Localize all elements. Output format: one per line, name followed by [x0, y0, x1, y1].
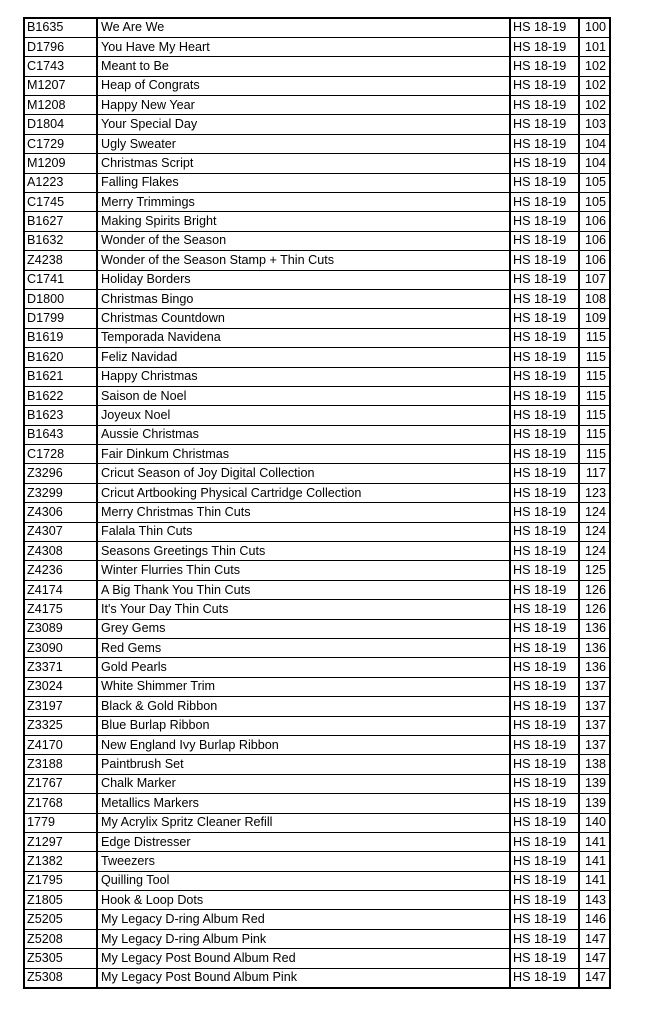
product-code: Z5305: [24, 949, 97, 968]
product-code: Z5308: [24, 968, 97, 987]
table-row: [24, 832, 610, 851]
product-code: Z1382: [24, 852, 97, 871]
product-code: B1643: [24, 425, 97, 444]
catalog-page-number: 124: [579, 522, 610, 541]
product-code: Z4238: [24, 251, 97, 270]
table-row: [24, 522, 610, 541]
product-name: Edge Distresser: [97, 832, 510, 851]
product-name: Falala Thin Cuts: [97, 522, 510, 541]
catalog-season: HS 18-19: [510, 794, 579, 813]
product-name: Cricut Artbooking Physical Cartridge Collection: [97, 483, 510, 502]
catalog-page-number: 115: [579, 367, 610, 386]
table-row: [24, 367, 610, 386]
product-name: Happy New Year: [97, 96, 510, 115]
catalog-season: HS 18-19: [510, 115, 579, 134]
catalog-season: HS 18-19: [510, 134, 579, 153]
catalog-page-number: 141: [579, 852, 610, 871]
catalog-page-number: 102: [579, 96, 610, 115]
product-name: We Are We: [97, 18, 510, 37]
catalog-page-number: 137: [579, 677, 610, 696]
table-row: [24, 251, 610, 270]
catalog-season: HS 18-19: [510, 639, 579, 658]
product-name: Heap of Congrats: [97, 76, 510, 95]
catalog-page-number: 117: [579, 464, 610, 483]
catalog-page-number: 137: [579, 697, 610, 716]
catalog-page-number: 115: [579, 445, 610, 464]
product-code: Z5208: [24, 929, 97, 948]
product-name: Metallics Markers: [97, 794, 510, 813]
product-code: Z3089: [24, 619, 97, 638]
catalog-season: HS 18-19: [510, 37, 579, 56]
table-row: [24, 561, 610, 580]
catalog-page-number: 100: [579, 18, 610, 37]
product-name: Quilling Tool: [97, 871, 510, 890]
table-row: [24, 697, 610, 716]
catalog-season: HS 18-19: [510, 154, 579, 173]
catalog-season: HS 18-19: [510, 697, 579, 716]
catalog-season: HS 18-19: [510, 445, 579, 464]
table-row: [24, 154, 610, 173]
product-code: D1800: [24, 289, 97, 308]
product-code: B1632: [24, 231, 97, 250]
catalog-page-number: 126: [579, 580, 610, 599]
catalog-page-number: 104: [579, 134, 610, 153]
product-name: Hook & Loop Dots: [97, 891, 510, 910]
product-code: B1623: [24, 406, 97, 425]
catalog-season: HS 18-19: [510, 386, 579, 405]
table-row: [24, 386, 610, 405]
product-name: Black & Gold Ribbon: [97, 697, 510, 716]
catalog-page-number: 141: [579, 871, 610, 890]
catalog-season: HS 18-19: [510, 425, 579, 444]
catalog-page-number: 143: [579, 891, 610, 910]
table-row: [24, 270, 610, 289]
product-name: Saison de Noel: [97, 386, 510, 405]
table-row: [24, 483, 610, 502]
product-name: Merry Christmas Thin Cuts: [97, 503, 510, 522]
table-row: [24, 949, 610, 968]
table-row: [24, 406, 610, 425]
catalog-page-number: 115: [579, 406, 610, 425]
catalog-season: HS 18-19: [510, 503, 579, 522]
product-name: My Legacy Post Bound Album Red: [97, 949, 510, 968]
table-row: [24, 289, 610, 308]
product-name: Blue Burlap Ribbon: [97, 716, 510, 735]
catalog-page-number: 141: [579, 832, 610, 851]
product-name: Happy Christmas: [97, 367, 510, 386]
product-code: Z1297: [24, 832, 97, 851]
product-code: Z3371: [24, 658, 97, 677]
table-row: [24, 891, 610, 910]
product-code: Z4307: [24, 522, 97, 541]
product-name: Tweezers: [97, 852, 510, 871]
catalog-season: HS 18-19: [510, 348, 579, 367]
product-code: D1804: [24, 115, 97, 134]
catalog-page-number: 136: [579, 639, 610, 658]
product-code: Z1805: [24, 891, 97, 910]
product-name: It's Your Day Thin Cuts: [97, 600, 510, 619]
table-row: [24, 677, 610, 696]
catalog-season: HS 18-19: [510, 852, 579, 871]
catalog-season: HS 18-19: [510, 522, 579, 541]
product-code: Z3296: [24, 464, 97, 483]
product-name: Wonder of the Season: [97, 231, 510, 250]
catalog-page-number: 139: [579, 774, 610, 793]
catalog-season: HS 18-19: [510, 580, 579, 599]
product-code: C1741: [24, 270, 97, 289]
product-name: My Legacy D-ring Album Pink: [97, 929, 510, 948]
product-name: Paintbrush Set: [97, 755, 510, 774]
product-code: Z4306: [24, 503, 97, 522]
product-name: Gold Pearls: [97, 658, 510, 677]
product-name: Holiday Borders: [97, 270, 510, 289]
catalog-page-number: 139: [579, 794, 610, 813]
product-table: [23, 17, 611, 989]
table-row: [24, 658, 610, 677]
table-row: [24, 580, 610, 599]
product-name: My Legacy D-ring Album Red: [97, 910, 510, 929]
product-code: Z3197: [24, 697, 97, 716]
product-code: C1728: [24, 445, 97, 464]
product-code: 1779: [24, 813, 97, 832]
product-name: Feliz Navidad: [97, 348, 510, 367]
product-code: Z3024: [24, 677, 97, 696]
product-code: Z4174: [24, 580, 97, 599]
product-name: Temporada Navidena: [97, 328, 510, 347]
product-name: My Legacy Post Bound Album Pink: [97, 968, 510, 987]
catalog-season: HS 18-19: [510, 76, 579, 95]
product-code: C1745: [24, 193, 97, 212]
product-name: Aussie Christmas: [97, 425, 510, 444]
catalog-season: HS 18-19: [510, 813, 579, 832]
catalog-page-number: 102: [579, 57, 610, 76]
table-row: [24, 173, 610, 192]
table-row: [24, 871, 610, 890]
product-code: B1619: [24, 328, 97, 347]
catalog-season: HS 18-19: [510, 193, 579, 212]
product-code: C1743: [24, 57, 97, 76]
catalog-page-number: 137: [579, 735, 610, 754]
catalog-season: HS 18-19: [510, 832, 579, 851]
catalog-season: HS 18-19: [510, 561, 579, 580]
product-name: Christmas Bingo: [97, 289, 510, 308]
product-name: Winter Flurries Thin Cuts: [97, 561, 510, 580]
catalog-page-number: 136: [579, 619, 610, 638]
catalog-season: HS 18-19: [510, 367, 579, 386]
product-name: Falling Flakes: [97, 173, 510, 192]
catalog-season: HS 18-19: [510, 542, 579, 561]
catalog-page-number: 126: [579, 600, 610, 619]
catalog-page-number: 147: [579, 949, 610, 968]
catalog-page-number: 115: [579, 425, 610, 444]
product-name: Joyeux Noel: [97, 406, 510, 425]
catalog-season: HS 18-19: [510, 251, 579, 270]
catalog-page-number: 124: [579, 503, 610, 522]
product-code: B1627: [24, 212, 97, 231]
table-row: [24, 134, 610, 153]
product-code: Z4175: [24, 600, 97, 619]
table-row: [24, 115, 610, 134]
product-code: Z4170: [24, 735, 97, 754]
catalog-page-number: 106: [579, 212, 610, 231]
catalog-page-number: 102: [579, 76, 610, 95]
product-name: Fair Dinkum Christmas: [97, 445, 510, 464]
catalog-season: HS 18-19: [510, 755, 579, 774]
product-code: Z1768: [24, 794, 97, 813]
catalog-season: HS 18-19: [510, 735, 579, 754]
table-row: [24, 600, 610, 619]
table-row: [24, 464, 610, 483]
catalog-season: HS 18-19: [510, 910, 579, 929]
catalog-page-number: 140: [579, 813, 610, 832]
catalog-season: HS 18-19: [510, 891, 579, 910]
product-code: B1621: [24, 367, 97, 386]
catalog-season: HS 18-19: [510, 212, 579, 231]
product-table-body: [24, 18, 610, 988]
catalog-season: HS 18-19: [510, 968, 579, 987]
table-row: [24, 76, 610, 95]
product-code: M1207: [24, 76, 97, 95]
catalog-page-number: 101: [579, 37, 610, 56]
catalog-page-number: 105: [579, 173, 610, 192]
table-row: [24, 542, 610, 561]
catalog-season: HS 18-19: [510, 18, 579, 37]
product-code: M1208: [24, 96, 97, 115]
product-code: Z5205: [24, 910, 97, 929]
table-row: [24, 328, 610, 347]
product-code: Z1767: [24, 774, 97, 793]
table-row: [24, 193, 610, 212]
table-row: [24, 445, 610, 464]
catalog-page-number: 125: [579, 561, 610, 580]
catalog-page-number: 138: [579, 755, 610, 774]
catalog-season: HS 18-19: [510, 289, 579, 308]
product-code: Z3188: [24, 755, 97, 774]
catalog-season: HS 18-19: [510, 270, 579, 289]
catalog-page-number: 147: [579, 968, 610, 987]
product-code: A1223: [24, 173, 97, 192]
product-code: B1635: [24, 18, 97, 37]
table-row: [24, 968, 610, 987]
table-row: [24, 794, 610, 813]
table-row: [24, 96, 610, 115]
catalog-page-number: 115: [579, 386, 610, 405]
table-row: [24, 348, 610, 367]
table-row: [24, 619, 610, 638]
catalog-page-number: 137: [579, 716, 610, 735]
catalog-page-number: 106: [579, 251, 610, 270]
product-name: Christmas Script: [97, 154, 510, 173]
catalog-page-number: 123: [579, 483, 610, 502]
product-name: Your Special Day: [97, 115, 510, 134]
product-code: Z3325: [24, 716, 97, 735]
product-code: D1799: [24, 309, 97, 328]
table-row: [24, 309, 610, 328]
product-name: Making Spirits Bright: [97, 212, 510, 231]
catalog-page-number: 124: [579, 542, 610, 561]
catalog-season: HS 18-19: [510, 231, 579, 250]
product-code: C1729: [24, 134, 97, 153]
table-row: [24, 639, 610, 658]
product-name: Christmas Countdown: [97, 309, 510, 328]
product-name: Red Gems: [97, 639, 510, 658]
catalog-season: HS 18-19: [510, 173, 579, 192]
table-row: [24, 425, 610, 444]
catalog-page-number: 104: [579, 154, 610, 173]
catalog-season: HS 18-19: [510, 309, 579, 328]
catalog-season: HS 18-19: [510, 716, 579, 735]
catalog-season: HS 18-19: [510, 600, 579, 619]
catalog-season: HS 18-19: [510, 464, 579, 483]
catalog-season: HS 18-19: [510, 774, 579, 793]
product-name: A Big Thank You Thin Cuts: [97, 580, 510, 599]
catalog-season: HS 18-19: [510, 328, 579, 347]
catalog-page-number: 136: [579, 658, 610, 677]
table-row: [24, 852, 610, 871]
catalog-page-number: 108: [579, 289, 610, 308]
product-name: White Shimmer Trim: [97, 677, 510, 696]
catalog-page-number: 109: [579, 309, 610, 328]
catalog-page-number: 106: [579, 231, 610, 250]
table-row: [24, 212, 610, 231]
table-row: [24, 18, 610, 37]
catalog-page-number: 107: [579, 270, 610, 289]
product-name: Wonder of the Season Stamp + Thin Cuts: [97, 251, 510, 270]
product-code: M1209: [24, 154, 97, 173]
catalog-season: HS 18-19: [510, 677, 579, 696]
table-row: [24, 503, 610, 522]
product-name: Cricut Season of Joy Digital Collection: [97, 464, 510, 483]
table-row: [24, 774, 610, 793]
product-name: Ugly Sweater: [97, 134, 510, 153]
table-row: [24, 813, 610, 832]
product-code: Z3090: [24, 639, 97, 658]
product-name: Meant to Be: [97, 57, 510, 76]
catalog-season: HS 18-19: [510, 96, 579, 115]
product-name: Merry Trimmings: [97, 193, 510, 212]
catalog-page-number: 103: [579, 115, 610, 134]
catalog-page-number: 146: [579, 910, 610, 929]
product-code: Z4308: [24, 542, 97, 561]
product-name: You Have My Heart: [97, 37, 510, 56]
product-name: New England Ivy Burlap Ribbon: [97, 735, 510, 754]
catalog-page-number: 115: [579, 328, 610, 347]
catalog-season: HS 18-19: [510, 406, 579, 425]
catalog-season: HS 18-19: [510, 658, 579, 677]
product-name: Chalk Marker: [97, 774, 510, 793]
product-code: Z1795: [24, 871, 97, 890]
table-row: [24, 37, 610, 56]
product-code: Z4236: [24, 561, 97, 580]
catalog-season: HS 18-19: [510, 949, 579, 968]
table-row: [24, 910, 610, 929]
product-code: B1622: [24, 386, 97, 405]
table-row: [24, 735, 610, 754]
product-name: Seasons Greetings Thin Cuts: [97, 542, 510, 561]
catalog-sheet: [23, 17, 609, 989]
catalog-season: HS 18-19: [510, 57, 579, 76]
table-row: [24, 57, 610, 76]
product-code: D1796: [24, 37, 97, 56]
catalog-page-number: 105: [579, 193, 610, 212]
table-row: [24, 929, 610, 948]
catalog-season: HS 18-19: [510, 483, 579, 502]
product-code: B1620: [24, 348, 97, 367]
table-row: [24, 755, 610, 774]
catalog-season: HS 18-19: [510, 871, 579, 890]
product-name: My Acrylix Spritz Cleaner Refill: [97, 813, 510, 832]
catalog-season: HS 18-19: [510, 929, 579, 948]
catalog-page-number: 147: [579, 929, 610, 948]
catalog-page-number: 115: [579, 348, 610, 367]
table-row: [24, 716, 610, 735]
product-code: Z3299: [24, 483, 97, 502]
product-name: Grey Gems: [97, 619, 510, 638]
catalog-season: HS 18-19: [510, 619, 579, 638]
table-row: [24, 231, 610, 250]
